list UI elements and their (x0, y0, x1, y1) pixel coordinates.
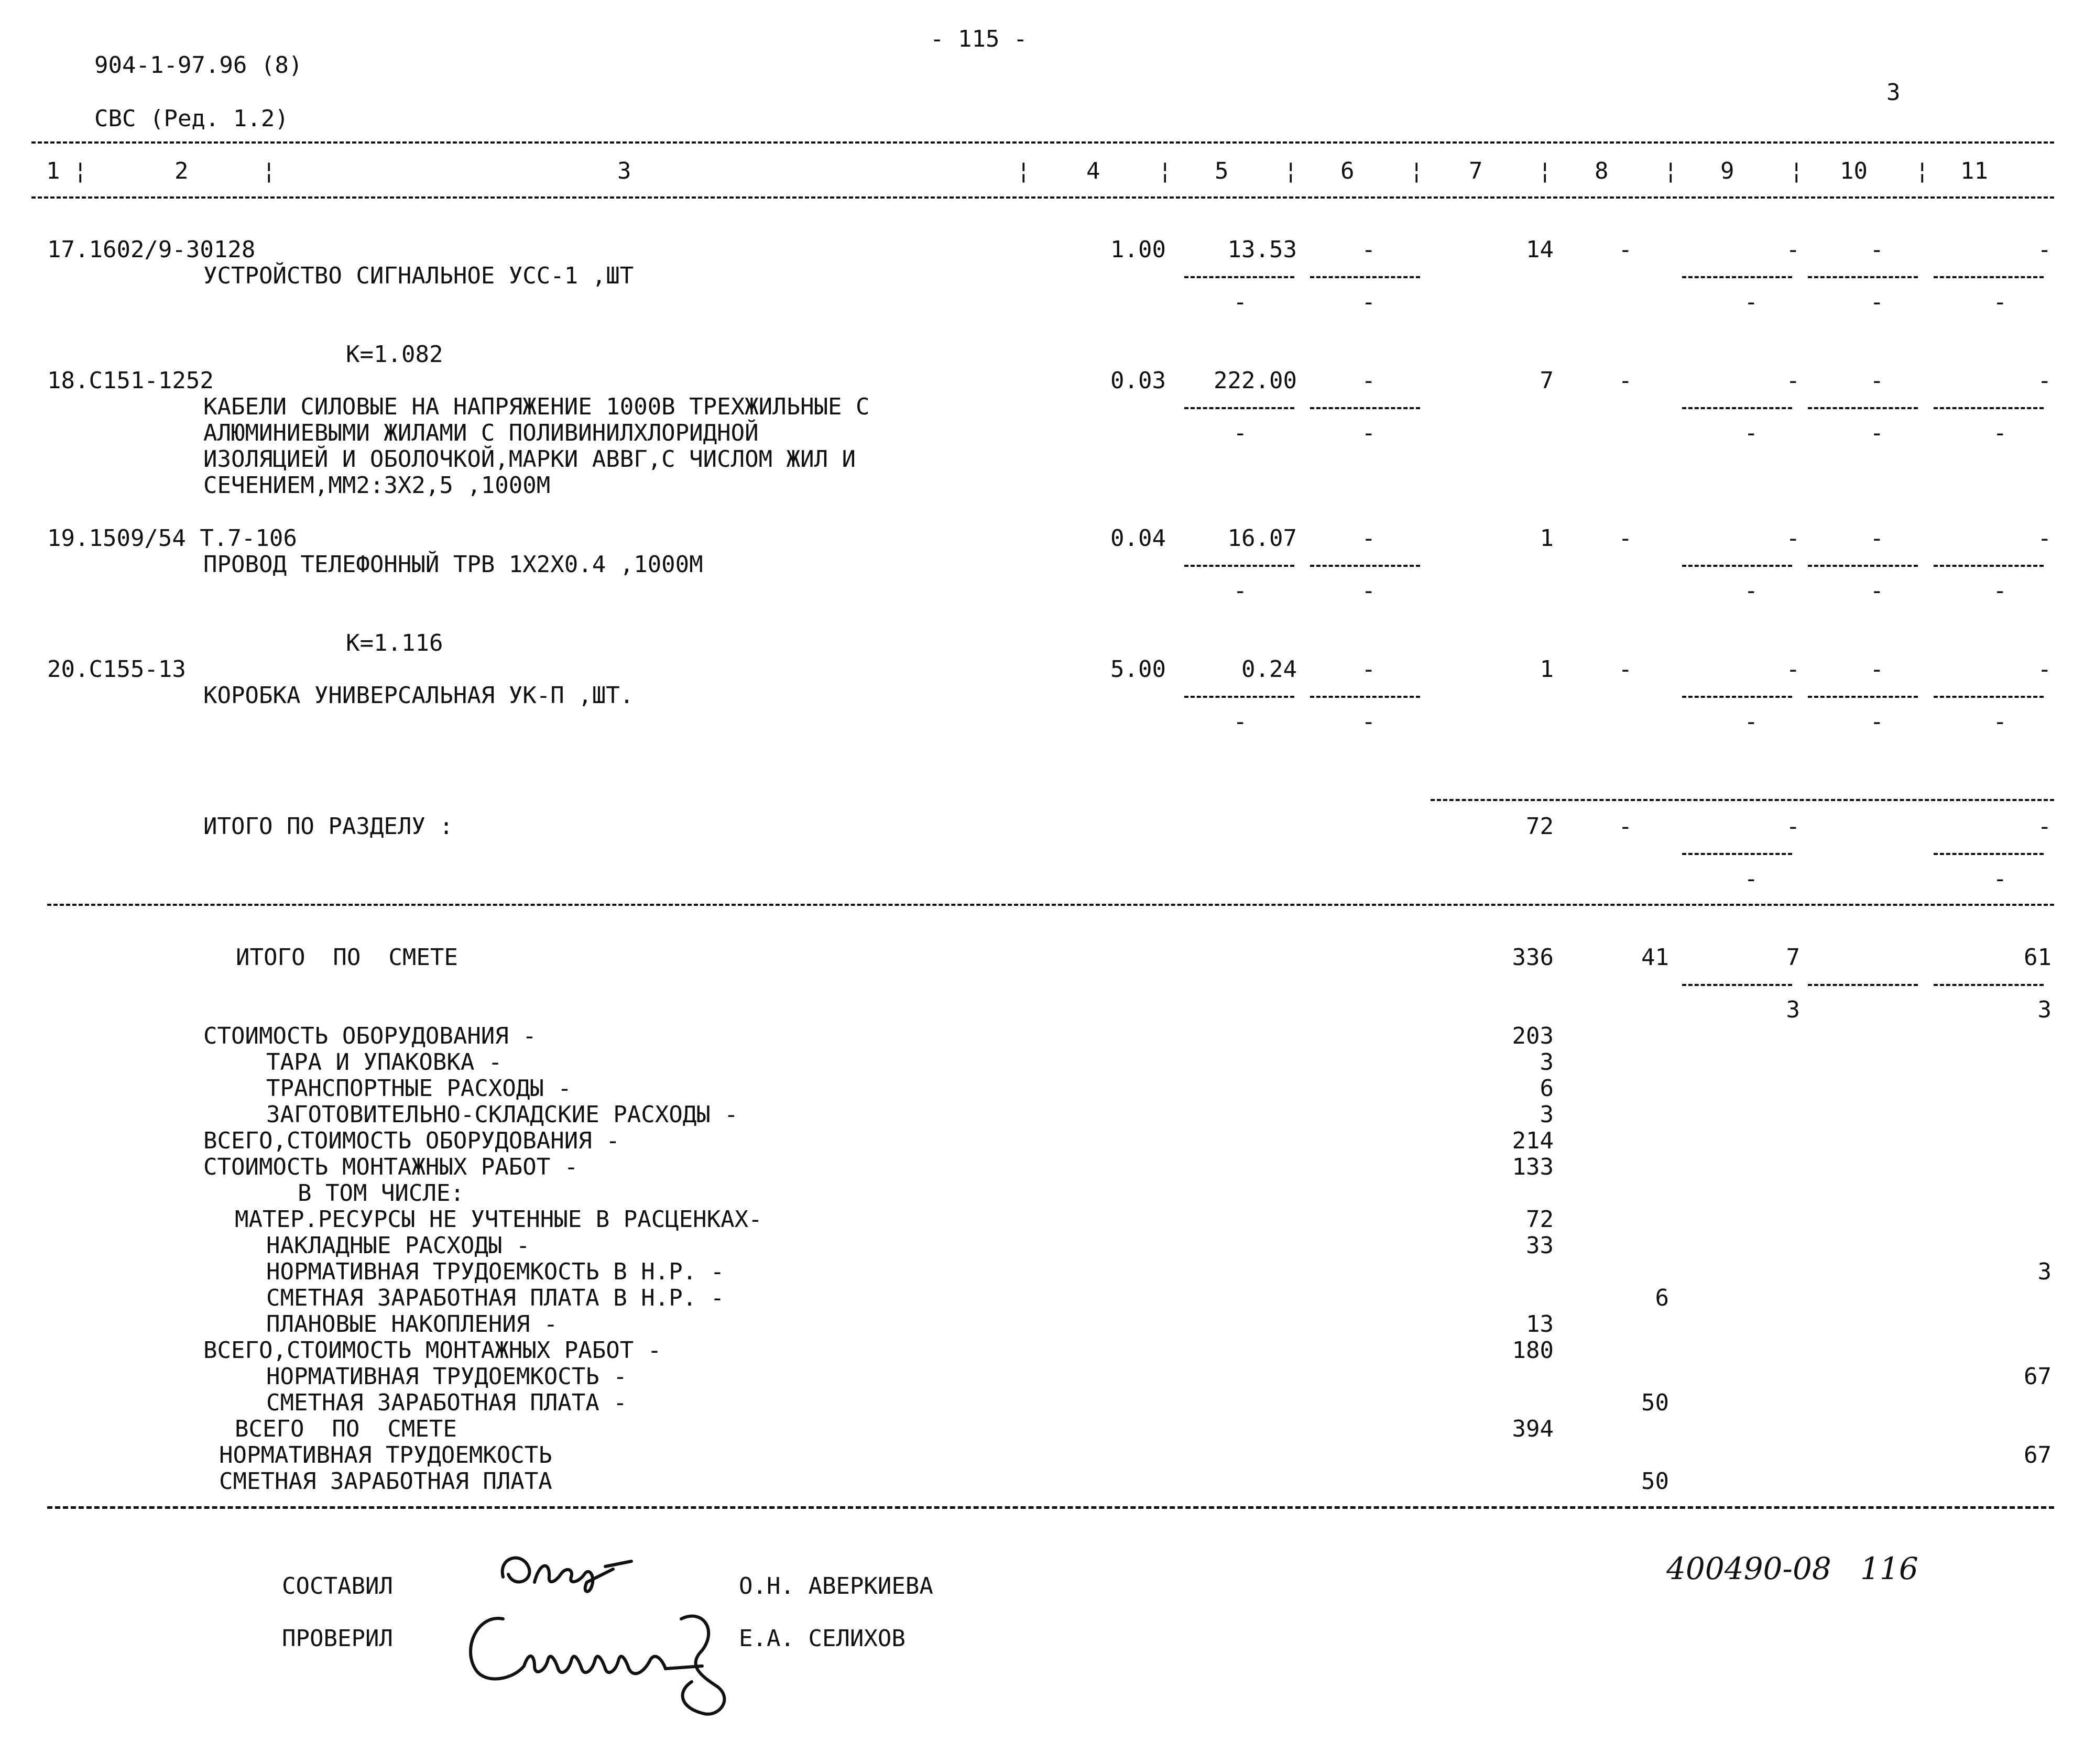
entry-col11: - (2037, 236, 2052, 263)
entry-sub-rule-col11 (1934, 696, 2044, 698)
entry-col9: - (1786, 525, 1800, 552)
entry-coefficient: К=1.116 (346, 630, 443, 656)
entry-sub-rule-col10 (1808, 407, 1918, 409)
entry-description-line: КОРОБКА УНИВЕРСАЛЬНАЯ УК-П ,ШТ. (203, 682, 634, 709)
estimate-total-col11: 61 (2024, 944, 2052, 971)
entry-bottom-col10: - (1870, 708, 1884, 735)
entry-col7: 1 (1540, 525, 1554, 552)
handwritten-archive-number: 400490-08 116 (1666, 1551, 1918, 1586)
summary-col8: 6 (1655, 1285, 1669, 1311)
compiled-by-name: О.Н. АВЕРКИЕВА (739, 1573, 933, 1599)
entry-sub-rule-col11 (1934, 276, 2044, 278)
entry-bottom-col5: - (1233, 577, 1247, 604)
estimate-total-sub-rule-11 (1934, 984, 2044, 986)
section-total-sub-rule-9 (1682, 853, 1792, 855)
column-separator: ¦ (1284, 158, 1298, 184)
estimate-total-sub-rule-9 (1682, 984, 1792, 986)
section-total-col9: - (1786, 813, 1800, 840)
summary-col7: 394 (1512, 1416, 1554, 1442)
section-total-sub-rule-11 (1934, 853, 2044, 855)
column-header-2: 2 (174, 158, 189, 184)
summary-col7: 214 (1512, 1127, 1554, 1154)
entry-col9: - (1786, 656, 1800, 683)
summary-label: НАКЛАДНЫЕ РАСХОДЫ - (266, 1232, 530, 1259)
summary-label: НОРМАТИВНАЯ ТРУДОЕМКОСТЬ (219, 1442, 552, 1469)
summary-col7: 6 (1540, 1075, 1554, 1102)
entry-bottom-col9: - (1744, 708, 1758, 735)
column-header-3: 3 (617, 158, 631, 184)
entry-sub-rule-col11 (1934, 565, 2044, 567)
checked-signature (456, 1587, 749, 1724)
entry-col9: - (1786, 236, 1800, 263)
column-header-8: 8 (1595, 158, 1609, 184)
estimate-total-col11-bottom: 3 (2037, 996, 2052, 1023)
summary-label: СМЕТНАЯ ЗАРАБОТНАЯ ПЛАТА - (266, 1389, 627, 1416)
entry-col5: 222.00 (1214, 367, 1297, 394)
summary-label: СТОИМОСТЬ ОБОРУДОВАНИЯ - (203, 1023, 537, 1049)
entry-bottom-col9: - (1744, 289, 1758, 315)
summary-col7: 72 (1526, 1206, 1554, 1233)
entry-col10: - (1870, 367, 1884, 394)
column-header-7: 7 (1469, 158, 1483, 184)
entry-col5: 16.07 (1227, 525, 1297, 552)
entry-col4: 1.00 (1110, 236, 1166, 263)
entry-sub-rule-col5 (1184, 276, 1294, 278)
sheet-marker: 3 (1886, 79, 1901, 106)
summary-col7: 203 (1512, 1023, 1554, 1049)
entry-description-line: ПРОВОД ТЕЛЕФОННЫЙ ТРВ 1Х2Х0.4 ,1000М (203, 551, 703, 578)
summary-col7: 180 (1512, 1337, 1554, 1364)
entry-coefficient: К=1.082 (346, 341, 443, 368)
entry-sub-rule-col6 (1310, 565, 1420, 567)
summary-col11: 67 (2024, 1363, 2052, 1390)
entry-col10: - (1870, 656, 1884, 683)
summary-label: ВСЕГО ПО СМЕТЕ (235, 1416, 457, 1442)
entry-col5: 13.53 (1227, 236, 1297, 263)
entry-sub-rule-col6 (1310, 276, 1420, 278)
entry-bottom-col6: - (1361, 289, 1376, 315)
estimate-total-label: ИТОГО ПО СМЕТЕ (236, 944, 458, 971)
summary-col8: 50 (1641, 1468, 1669, 1495)
entry-code: 20.С155-13 (47, 656, 186, 683)
entry-col10: - (1870, 525, 1884, 552)
entry-sub-rule-col9 (1682, 565, 1792, 567)
entry-bottom-col11: - (1993, 289, 2007, 315)
entry-description-line: ИЗОЛЯЦИЕЙ И ОБОЛОЧКОЙ,МАРКИ АВВГ,С ЧИСЛОМ ЖИЛ И (203, 446, 856, 473)
summary-col7: 13 (1526, 1311, 1554, 1338)
estimate-total-sub-rule-10 (1808, 984, 1918, 986)
section-total-rule (1431, 799, 2054, 801)
entry-col8: - (1618, 525, 1632, 552)
column-header-10: 10 (1840, 158, 1868, 184)
summary-col11: 3 (2037, 1258, 2052, 1285)
entry-col11: - (2037, 525, 2052, 552)
summary-col7: 33 (1526, 1232, 1554, 1259)
entry-sub-rule-col5 (1184, 407, 1294, 409)
entry-bottom-col11: - (1993, 420, 2007, 446)
column-header-6: 6 (1340, 158, 1355, 184)
column-header-1: 1 (46, 158, 60, 184)
entry-sub-rule-col6 (1310, 696, 1420, 698)
summary-col11: 67 (2024, 1442, 2052, 1469)
entry-sub-rule-col10 (1808, 276, 1918, 278)
entry-col7: 14 (1526, 236, 1554, 263)
entry-col6: - (1361, 367, 1376, 394)
checked-by-label: ПРОВЕРИЛ (282, 1625, 393, 1652)
column-separator: ¦ (1664, 158, 1678, 184)
header-top-rule (31, 141, 2054, 144)
entry-description-line: СЕЧЕНИЕМ,ММ2:3Х2,5 ,1000М (203, 472, 551, 499)
summary-label: ТАРА И УПАКОВКА - (266, 1049, 503, 1076)
summary-label: МАТЕР.РЕСУРСЫ НЕ УЧТЕННЫЕ В РАСЦЕНКАХ- (235, 1206, 762, 1233)
entry-sub-rule-col5 (1184, 565, 1294, 567)
header-bottom-rule (31, 196, 2054, 199)
entry-bottom-col10: - (1870, 289, 1884, 315)
section-total-col8: - (1618, 813, 1632, 840)
entry-col8: - (1618, 367, 1632, 394)
summary-col7: 3 (1540, 1101, 1554, 1128)
entry-col9: - (1786, 367, 1800, 394)
column-separator: ¦ (1790, 158, 1804, 184)
estimate-total-col9-bottom: 3 (1786, 996, 1800, 1023)
entry-bottom-col6: - (1361, 577, 1376, 604)
entry-col7: 7 (1540, 367, 1554, 394)
summary-label: СТОИМОСТЬ МОНТАЖНЫХ РАБОТ - (203, 1154, 579, 1180)
estimate-total-col8: 41 (1641, 944, 1669, 971)
entry-col6: - (1361, 236, 1376, 263)
entry-col6: - (1361, 656, 1376, 683)
entry-bottom-col6: - (1361, 708, 1376, 735)
column-separator: ¦ (1410, 158, 1424, 184)
entry-col10: - (1870, 236, 1884, 263)
entry-bottom-col5: - (1233, 289, 1247, 315)
summary-col8: 50 (1641, 1389, 1669, 1416)
column-separator: ¦ (1017, 158, 1031, 184)
summary-col7: 133 (1512, 1154, 1554, 1180)
entry-bottom-col6: - (1361, 420, 1376, 446)
entry-description-line: УСТРОЙСТВО СИГНАЛЬНОЕ УСС-1 ,ШТ (203, 262, 634, 289)
section-total-col7: 72 (1526, 813, 1554, 840)
entry-col4: 0.03 (1110, 367, 1166, 394)
section-total-col9-bottom: - (1744, 865, 1758, 892)
summary-label: СМЕТНАЯ ЗАРАБОТНАЯ ПЛАТА (219, 1468, 552, 1495)
entry-col11: - (2037, 656, 2052, 683)
entry-description-line: АЛЮМИНИЕВЫМИ ЖИЛАМИ С ПОЛИВИНИЛХЛОРИДНОЙ (203, 420, 759, 446)
entry-bottom-col10: - (1870, 420, 1884, 446)
section-total-label: ИТОГО ПО РАЗДЕЛУ : (203, 813, 453, 840)
entry-col4: 0.04 (1110, 525, 1166, 552)
entry-bottom-col11: - (1993, 577, 2007, 604)
estimate-total-col7: 336 (1512, 944, 1554, 971)
entry-bottom-col10: - (1870, 577, 1884, 604)
entry-col11: - (2037, 367, 2052, 394)
summary-col7: 3 (1540, 1049, 1554, 1076)
entry-code: 19.1509/54 Т.7-106 (47, 525, 297, 552)
entry-col4: 5.00 (1110, 656, 1166, 683)
column-separator: ¦ (1915, 158, 1929, 184)
summary-label: ЗАГОТОВИТЕЛЬНО-СКЛАДСКИЕ РАСХОДЫ - (266, 1101, 738, 1128)
compiled-by-label: СОСТАВИЛ (282, 1573, 393, 1599)
entry-code: 18.С151-1252 (47, 367, 214, 394)
summary-label: В ТОМ ЧИСЛЕ: (298, 1180, 464, 1207)
checked-by-name: Е.А. СЕЛИХОВ (739, 1625, 905, 1652)
section-total-col11-bottom: - (1993, 865, 2007, 892)
entry-sub-rule-col6 (1310, 407, 1420, 409)
entry-sub-rule-col11 (1934, 407, 2044, 409)
entry-description-line: КАБЕЛИ СИЛОВЫЕ НА НАПРЯЖЕНИЕ 1000В ТРЕХЖИЛЬНЫЕ С (203, 393, 870, 420)
entry-bottom-col11: - (1993, 708, 2007, 735)
column-header-9: 9 (1720, 158, 1734, 184)
entry-sub-rule-col9 (1682, 276, 1792, 278)
entry-sub-rule-col10 (1808, 696, 1918, 698)
summary-label: СМЕТНАЯ ЗАРАБОТНАЯ ПЛАТА В Н.Р. - (266, 1285, 725, 1311)
summary-label: НОРМАТИВНАЯ ТРУДОЕМКОСТЬ В Н.Р. - (266, 1258, 725, 1285)
column-header-11: 11 (1960, 158, 1988, 184)
estimate-total-rule (47, 904, 2054, 906)
entry-sub-rule-col9 (1682, 696, 1792, 698)
summary-label: ПЛАНОВЫЕ НАКОПЛЕНИЯ - (266, 1311, 558, 1338)
column-separator: ¦ (1158, 158, 1172, 184)
entry-col7: 1 (1540, 656, 1554, 683)
program-version: СВС (Ред. 1.2) (94, 105, 289, 132)
summary-label: ВСЕГО,СТОИМОСТЬ МОНТАЖНЫХ РАБОТ - (203, 1337, 662, 1364)
entry-col5: 0.24 (1241, 656, 1297, 683)
page-number: - 115 - (930, 26, 1028, 52)
column-separator: ¦ (1538, 158, 1552, 184)
entry-sub-rule-col5 (1184, 696, 1294, 698)
entry-sub-rule-col9 (1682, 407, 1792, 409)
entry-col6: - (1361, 525, 1376, 552)
estimate-total-col9: 7 (1786, 944, 1800, 971)
section-total-col11: - (2037, 813, 2052, 840)
column-header-4: 4 (1086, 158, 1100, 184)
summary-label: НОРМАТИВНАЯ ТРУДОЕМКОСТЬ - (266, 1363, 627, 1390)
entry-bottom-col5: - (1233, 420, 1247, 446)
entry-bottom-col5: - (1233, 708, 1247, 735)
summary-label: ТРАНСПОРТНЫЕ РАСХОДЫ - (266, 1075, 572, 1102)
column-header-5: 5 (1215, 158, 1229, 184)
document-number: 904-1-97.96 (8) (94, 52, 303, 79)
summary-label: ВСЕГО,СТОИМОСТЬ ОБОРУДОВАНИЯ - (203, 1127, 620, 1154)
entry-code: 17.1602/9-30128 (47, 236, 256, 263)
column-separator: ¦ (262, 158, 276, 184)
entry-bottom-col9: - (1744, 577, 1758, 604)
entry-sub-rule-col10 (1808, 565, 1918, 567)
entry-bottom-col9: - (1744, 420, 1758, 446)
entry-col8: - (1618, 236, 1632, 263)
footer-rule (47, 1506, 2054, 1509)
entry-col8: - (1618, 656, 1632, 683)
column-separator: ¦ (73, 158, 88, 184)
